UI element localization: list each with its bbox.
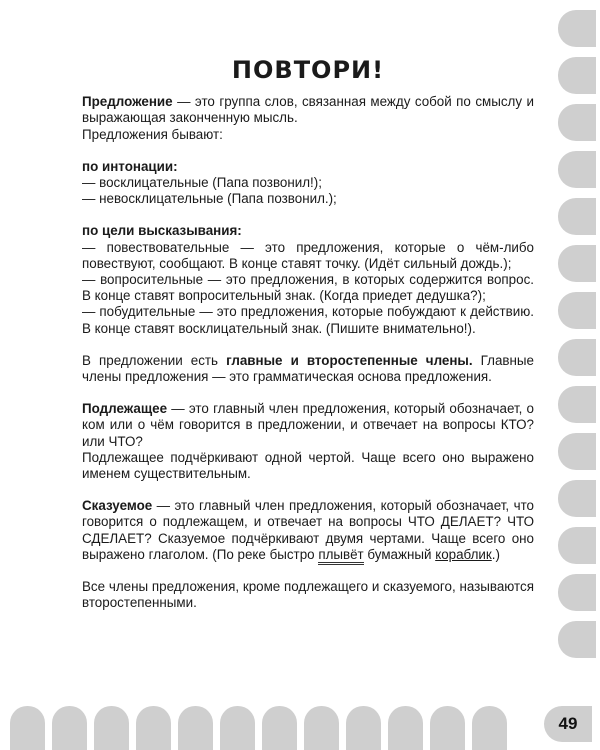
secondary-paragraph: Все члены предложения, кроме подлежащего и сказуемого, называются второстепенными. <box>82 579 534 611</box>
page-content <box>82 56 535 611</box>
edge-tab <box>558 433 596 470</box>
edge-tab <box>346 706 381 750</box>
sentence-kinds: Предложения бывают: <box>82 126 223 142</box>
list-item: — восклицательные (Папа позвонил!); <box>82 175 322 191</box>
page-title: ПОВТОРИ! <box>231 56 385 84</box>
term-sentence: Предложение <box>82 94 173 110</box>
definition-text: — это группа слов, связанная между собой по смыслу и выражающая законченную мысль. <box>82 94 534 126</box>
members-paragraph <box>82 353 534 385</box>
edge-tab <box>558 151 596 188</box>
example-predicate: плывёт <box>318 547 363 565</box>
list-item: — невосклицательные (Папа позвонил.); <box>82 191 337 207</box>
right-edge-tabs <box>558 10 596 668</box>
purpose-heading: по цели высказывания: <box>82 223 242 239</box>
edge-tab <box>178 706 213 750</box>
subject-paragraph <box>82 401 534 450</box>
edge-tab <box>558 10 596 47</box>
term-predicate: Сказуемое <box>82 498 153 514</box>
edge-tab <box>558 574 596 611</box>
edge-tab <box>558 292 596 329</box>
list-item: — вопросительные — это предложения, в которых содержится вопрос. В конце ставят вопросительный знак. (Когда приедет дедушка?); <box>82 272 534 304</box>
members-text: Главные члены предложения — это грамматическая основа предложения. <box>82 352 535 385</box>
sentence-definition <box>82 94 534 126</box>
term-subject: Подлежащее <box>82 401 168 417</box>
edge-tab <box>558 339 596 376</box>
edge-tab <box>94 706 129 750</box>
members-text: В предложении есть <box>82 352 227 368</box>
edge-tab <box>558 621 596 658</box>
edge-tab <box>220 706 255 750</box>
predicate-paragraph <box>82 498 534 563</box>
subject-note: Подлежащее подчёркивают одной чертой. Чаще всего оно выражено именем существительным. <box>82 449 534 482</box>
edge-tab <box>558 527 596 564</box>
list-item: — повествовательные — это предложения, которые о чём-либо повествуют, сообщают. В конце ставят точку. (Идёт сильный дождь.); <box>82 239 534 271</box>
bottom-edge-tabs <box>10 706 507 750</box>
predicate-text: — это главный член предложения, который обозначает, что говорится о подлежащем, и отвечает на вопросы ЧТО ДЕЛАЕТ? ЧТО СДЕЛАЕТ? Сказуемое подчёркивают двумя чертами. Чаще всего оно выражено глаголом. (По реке быстро <box>82 498 534 562</box>
edge-tab <box>136 706 171 750</box>
page-number: 49 <box>544 706 592 742</box>
edge-tab <box>558 245 596 282</box>
edge-tab <box>52 706 87 750</box>
edge-tab <box>558 480 596 517</box>
intonation-heading: по интонации: <box>82 158 178 174</box>
members-bold: главные и второстепенные члены. <box>226 352 473 368</box>
subject-text: — это главный член предложения, который обозначает, о ком или о чём говорится в предложении, и отвечает на вопросы КТО? или ЧТО? <box>82 401 534 449</box>
edge-tab <box>558 198 596 235</box>
edge-tab <box>430 706 465 750</box>
edge-tab <box>388 706 423 750</box>
edge-tab <box>558 57 596 94</box>
edge-tab <box>558 386 596 423</box>
edge-tab <box>304 706 339 750</box>
example-text: .) <box>491 546 500 562</box>
edge-tab <box>10 706 45 750</box>
edge-tab <box>472 706 507 750</box>
example-subject: кораблик <box>435 546 492 562</box>
example-text: бумажный <box>363 546 436 562</box>
edge-tab <box>262 706 297 750</box>
list-item: — побудительные — это предложения, которые побуждают к действию. В конце ставят восклицательный знак. (Пишите внимательно!). <box>82 304 534 336</box>
edge-tab <box>558 104 596 141</box>
